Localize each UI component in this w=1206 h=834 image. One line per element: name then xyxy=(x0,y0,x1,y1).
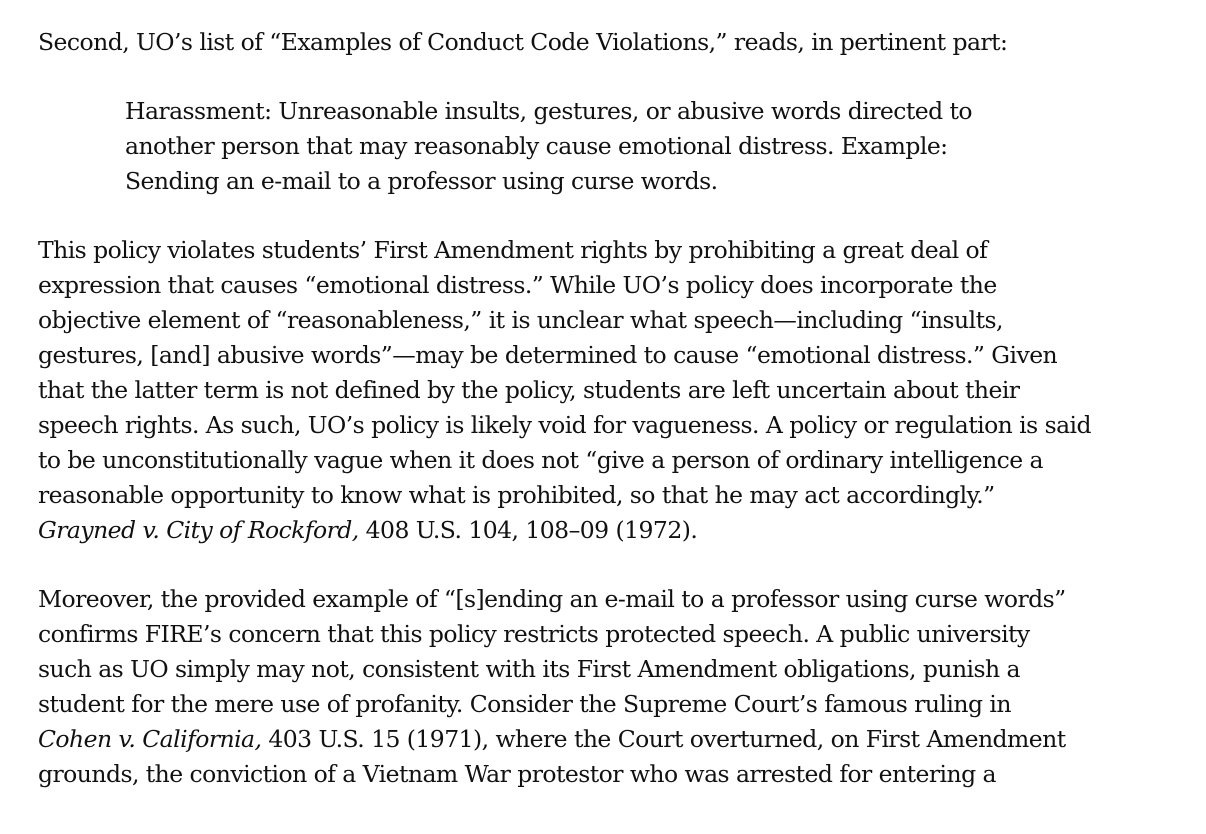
text-line: Sending an e-mail to a professor using curse words. xyxy=(125,167,718,195)
text-line: gestures, [and] abusive words”—may be determined to cause “emotional distress.” Given xyxy=(38,341,1058,369)
text-line: Harassment: Unreasonable insults, gestures, or abusive words directed to xyxy=(125,97,972,125)
text-line: grounds, the conviction of a Vietnam War protestor who was arrested for entering a xyxy=(38,760,996,788)
text-line: confirms FIRE’s concern that this policy restricts protected speech. A public university xyxy=(38,620,1030,648)
text-line: Second, UO’s list of “Examples of Conduct Code Violations,” reads, in pertinent part: xyxy=(38,28,1008,56)
text-line: another person that may reasonably cause emotional distress. Example: xyxy=(125,132,948,160)
text-line: reasonable opportunity to know what is prohibited, so that he may act accordingly.” xyxy=(38,481,995,509)
text-line: that the latter term is not defined by the policy, students are left uncertain about their xyxy=(38,376,1020,404)
text-line: objective element of “reasonableness,” it is unclear what speech—including “insults, xyxy=(38,306,1003,334)
citation-reference: 408 U.S. 104, 108–09 (1972). xyxy=(358,516,698,544)
text-line: such as UO simply may not, consistent with its First Amendment obligations, punish a xyxy=(38,655,1020,683)
text-line: to be unconstitutionally vague when it does not “give a person of ordinary intelligence a xyxy=(38,446,1044,474)
text-line: expression that causes “emotional distress.” While UO’s policy does incorporate the xyxy=(38,271,997,299)
citation-reference: 403 U.S. 15 (1971), where the Court overturned, on First Amendment xyxy=(261,725,1066,753)
text-line: student for the mere use of profanity. Consider the Supreme Court’s famous ruling in xyxy=(38,690,1011,718)
citation-line xyxy=(38,724,1066,754)
case-name: Cohen v. California, xyxy=(38,725,262,753)
case-name: Grayned v. City of Rockford, xyxy=(38,516,359,544)
citation-line xyxy=(38,515,697,545)
text-line: speech rights. As such, UO’s policy is likely void for vagueness. A policy or regulation is said xyxy=(38,411,1092,439)
text-line: Moreover, the provided example of “[s]ending an e-mail to a professor using curse words” xyxy=(38,585,1066,613)
text-line: This policy violates students’ First Amendment rights by prohibiting a great deal of xyxy=(38,236,988,264)
